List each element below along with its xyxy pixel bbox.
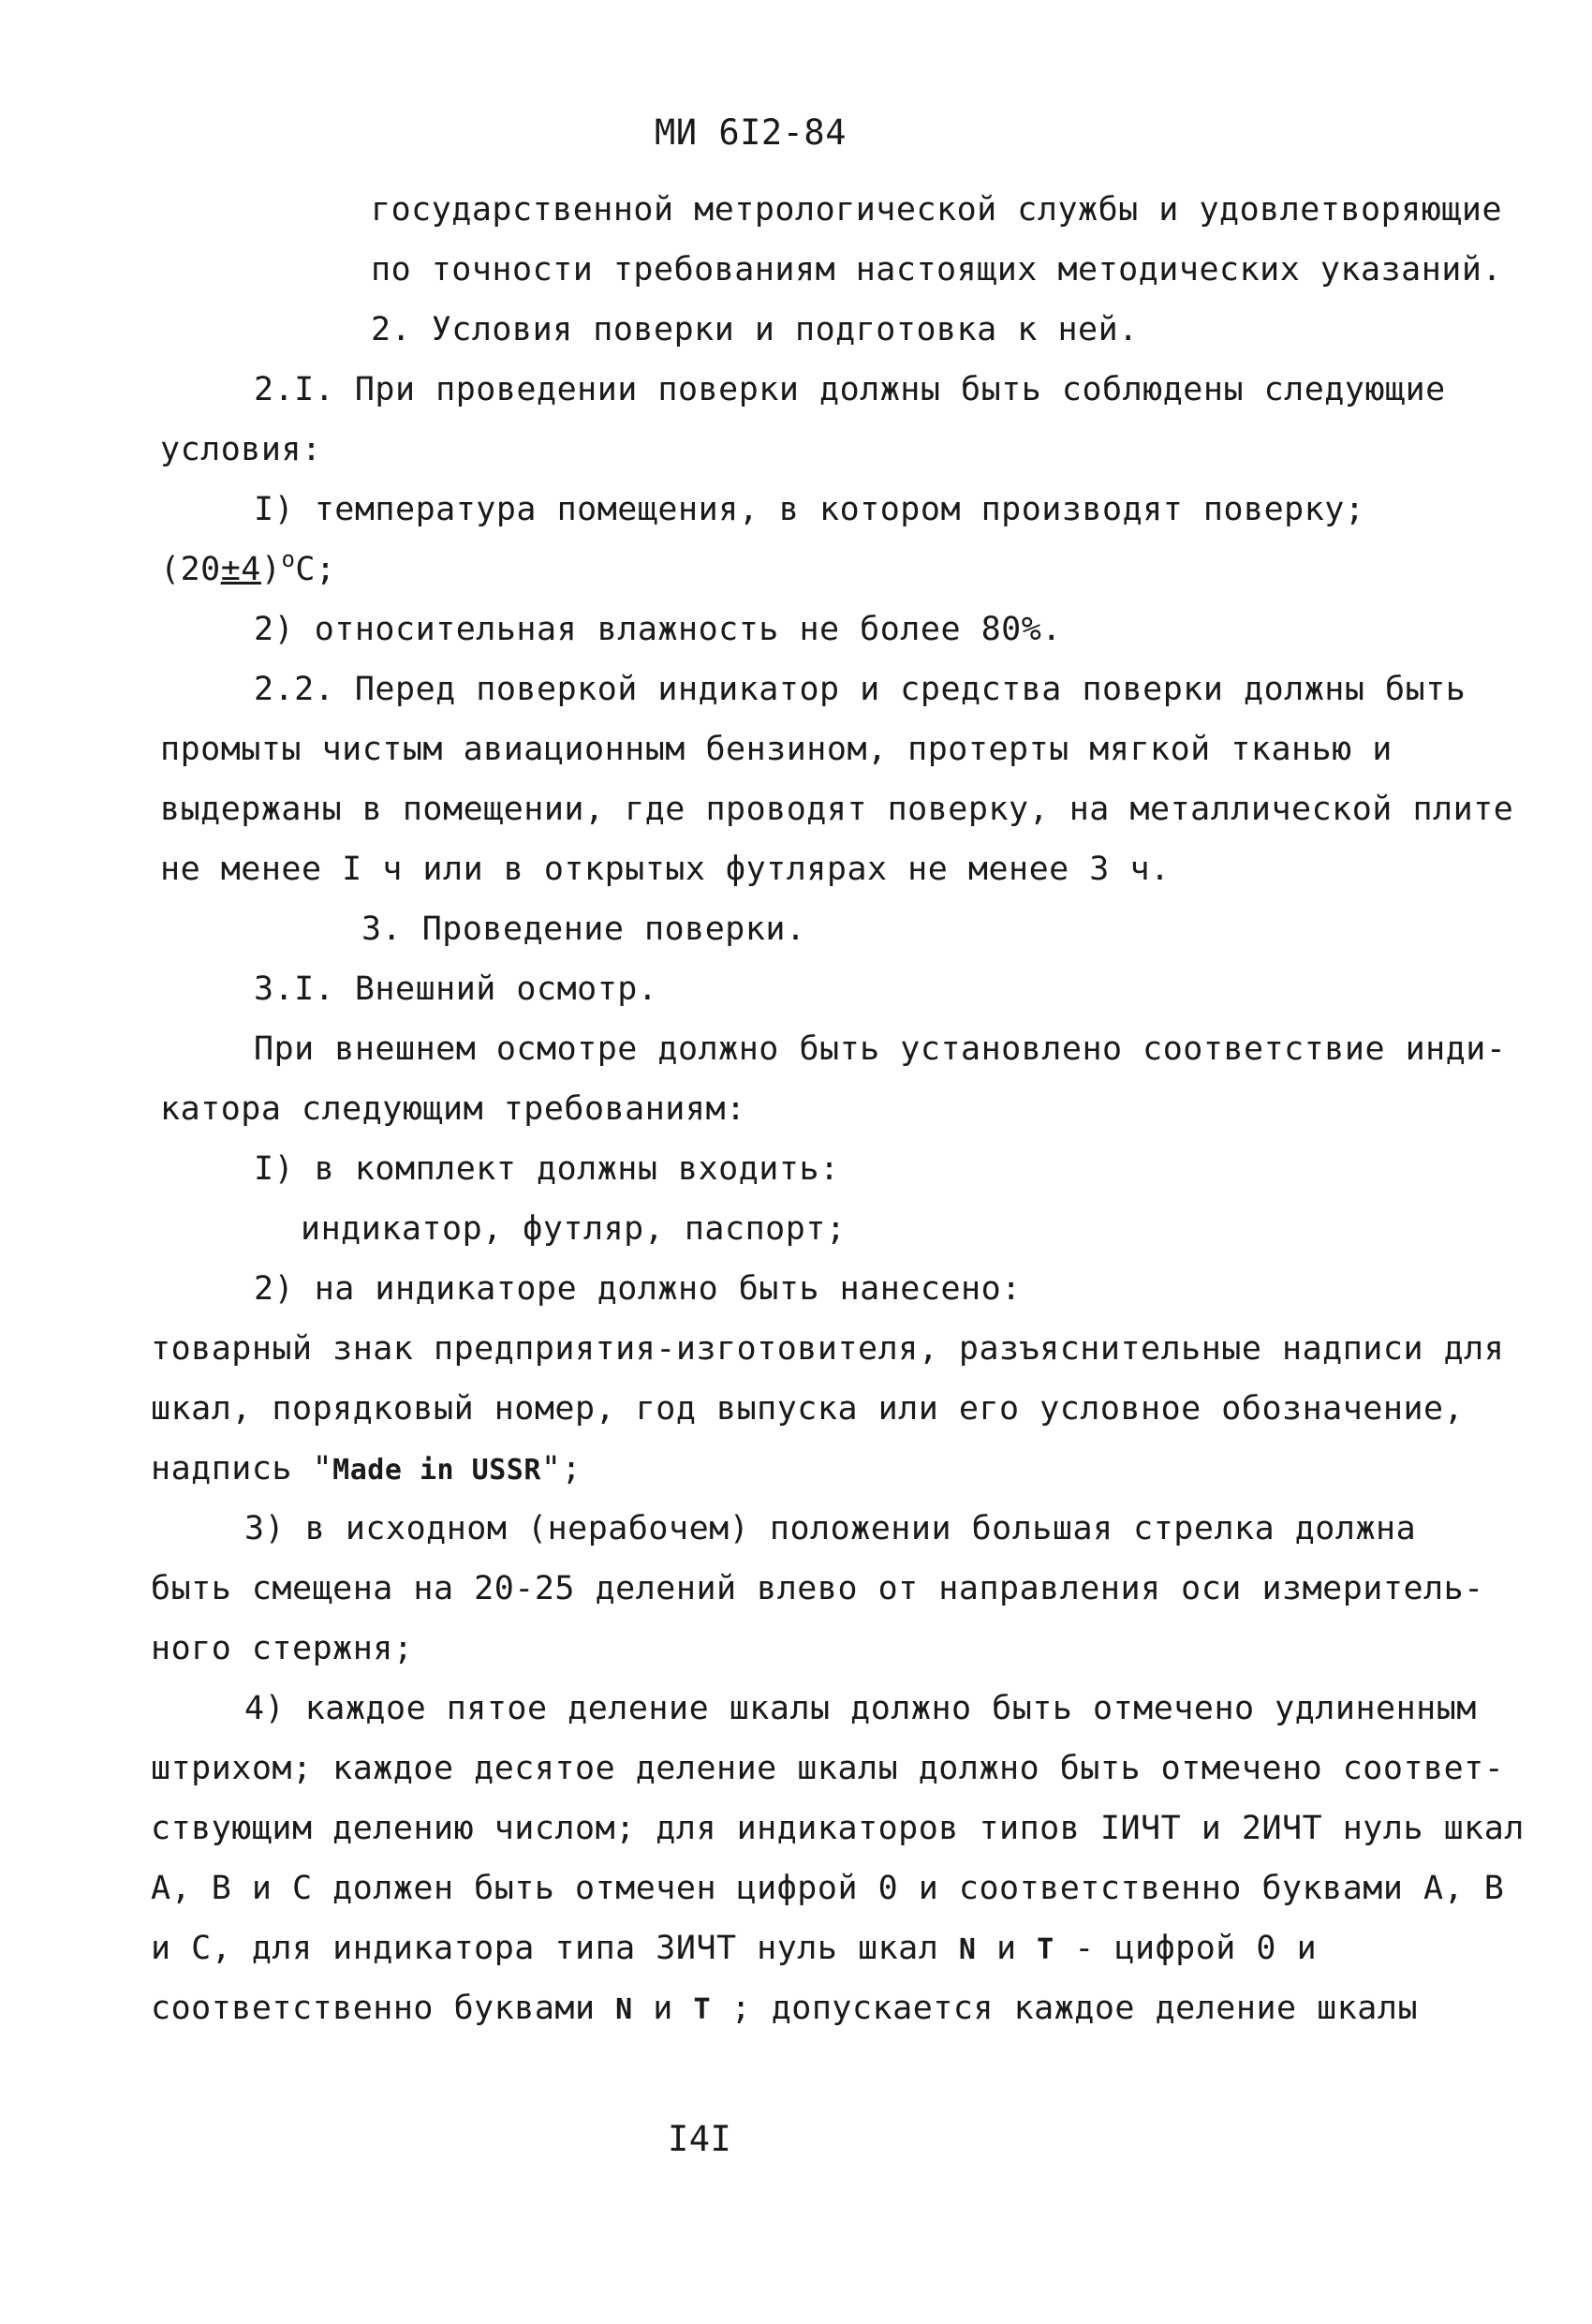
plus-minus-value: ±4	[220, 551, 261, 588]
text-line: 3) в исходном (нерабочем) положении большая стрелка должна	[244, 1510, 1417, 1547]
text-line: не менее I ч или в открытых футлярах не менее 3 ч.	[160, 851, 1171, 888]
text-fragment: и С, для индикатора типа 3ИЧТ нуль шкал	[151, 1930, 959, 1967]
document-code-header: МИ 6I2-84	[655, 112, 847, 153]
text-line: шкал, порядковый номер, год выпуска или его условное обозначение,	[151, 1390, 1465, 1428]
text-line-with-latin	[151, 1988, 1418, 2031]
text-fragment: и	[976, 1930, 1038, 1967]
latin-letter: N	[958, 1933, 977, 1966]
text-line: индикатор, футляр, паспорт;	[301, 1210, 847, 1248]
text-line-with-latin	[151, 1928, 1317, 1971]
text-line: 2) на индикаторе должно быть нанесено:	[254, 1270, 1022, 1308]
text-fragment: )	[260, 551, 282, 588]
text-fragment: и	[632, 1990, 694, 2027]
section-heading: 2. Условия поверки и подготовка к ней.	[371, 311, 1139, 348]
text-line: 2) относительная влажность не более 80%.	[254, 611, 1062, 648]
temperature-line	[160, 546, 336, 590]
latin-text: Made in USSR	[332, 1454, 541, 1487]
page-number: I4I	[668, 2119, 732, 2159]
text-line: При внешнем осмотре должно быть установлено соответствие инди-	[254, 1030, 1507, 1068]
text-fragment: (20	[160, 551, 221, 588]
text-line: 4) каждое пятое деление шкалы должно быть отмечено удлиненным	[244, 1690, 1477, 1727]
text-fragment: ; допускается каждое деление шкалы	[711, 1990, 1419, 2027]
text-fragment: соответственно буквами	[151, 1990, 616, 2027]
text-line: быть смещена на 20-25 делений влево от направления оси измеритель-	[151, 1570, 1484, 1607]
subsection-heading: 3.I. Внешний осмотр.	[254, 970, 658, 1008]
text-fragment: - цифрой 0 и	[1054, 1930, 1318, 1967]
text-line: выдержаны в помещении, где проводят поверку, на металлической плите	[160, 791, 1514, 828]
section-heading: 3. Проведение поверки.	[361, 910, 806, 948]
text-line: по точности требованиям настоящих методических указаний.	[371, 251, 1503, 289]
text-fragment: надпись "	[151, 1450, 333, 1488]
text-line: I) в комплект должны входить:	[254, 1150, 840, 1188]
text-line: А, В и С должен быть отмечен цифрой 0 и соответственно буквами А, В	[151, 1870, 1505, 1907]
latin-letter: N	[615, 1993, 633, 2026]
text-line: ного стержня;	[151, 1630, 414, 1667]
text-line: промыты чистым авиационным бензином, протерты мягкой тканью и	[160, 731, 1393, 768]
text-line: ствующим делению числом; для индикаторов типов IИЧТ и 2ИЧТ нуль шкал	[151, 1810, 1525, 1847]
latin-letter: T	[1037, 1933, 1054, 1966]
text-line-with-latin	[151, 1448, 582, 1491]
text-line: 2.2. Перед поверкой индикатор и средства поверки должны быть	[254, 671, 1467, 708]
text-line: государственной метрологической службы и удовлетворяющие	[371, 191, 1503, 229]
text-line: товарный знак предприятия-изготовителя, разъяснительные надписи для	[151, 1330, 1505, 1368]
text-line: штрихом; каждое десятое деление шкалы должно быть отмечено соответ-	[151, 1750, 1505, 1787]
text-fragment: C;	[295, 551, 336, 588]
text-line: 2.I. При проведении поверки должны быть соблюдены следующие	[254, 371, 1446, 408]
degree-superscript: o	[281, 546, 296, 572]
latin-letter: T	[693, 1993, 711, 2026]
text-line: катора следующим требованиям:	[160, 1090, 746, 1128]
text-line: I) температура помещения, в котором производят поверку;	[254, 491, 1365, 528]
text-fragment: ";	[540, 1450, 582, 1488]
text-line: условия:	[160, 431, 322, 468]
